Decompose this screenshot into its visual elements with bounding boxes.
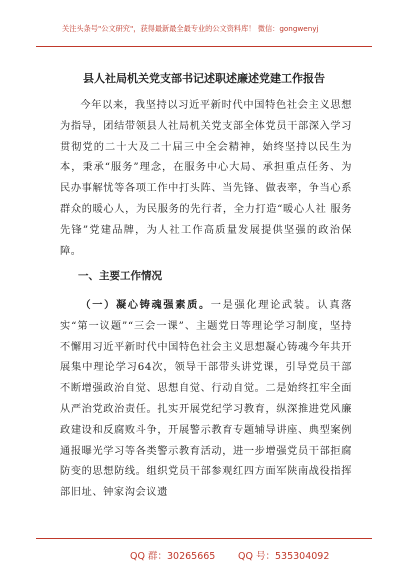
footer-divider <box>36 538 372 539</box>
subsection-lead: （一）凝心铸魂强素质。 <box>80 300 211 311</box>
page-header <box>0 0 408 50</box>
header-promo-text: 关注头条号"公文研究"，获得最新最全最专业的公文资料库！ 微信：gongwenyj <box>62 24 319 33</box>
footer-qq-group: QQ 群：30265665 <box>130 551 216 562</box>
subsection-paragraph <box>60 296 352 504</box>
document-title: 县人社局机关党支部书记述职述廉述党建工作报告 <box>83 72 325 85</box>
page-footer <box>0 538 408 580</box>
section-heading: 一、主要工作情况 <box>78 270 162 282</box>
intro-paragraph: 今年以来，我坚持以习近平新时代中国特色社会主义思想为指导，团结带领县人社局机关党支部全体党员干部深入学习贯彻党的二十大及二十届三中全会精神，始终坚持以民生为本，秉承“服务”理念，在服务中心大局、承担重点任务、为民办事解忧等各项工作中打头阵、当先锋、做表率，争当心系群众的暖心人，为民服务的先行者，全力打造“暖心人社 服务先锋”党建品牌，为人社工作高质量发展提供坚强的政治保障。 <box>60 100 352 257</box>
footer-qq-number: QQ 号：535304092 <box>238 551 330 562</box>
header-divider <box>36 46 372 47</box>
subsection-body: 一是强化理论武装。认真落实“第一议题”“三会一课”、主题党日等理论学习制度，坚持不懈用习近平新时代中国特色社会主义思想凝心铸魂今年共开展集中理论学习64次，领导干部带头讲党课，引导党员干部不断增强政治自觉、思想自觉、行动自觉。二是始终扛牢全面从严治党政治责任。扎实开展党纪学习教育，纵深推进党风廉政建设和反腐败斗争，开展警示教育专题辅导讲座、典型案例通报曝光学习等各类警示教育活动，进一步增强党员干部拒腐防变的思想防线。组织党员干部参观红四方面军陕南战役指挥部旧址、钟家沟会议遗 <box>60 300 352 499</box>
